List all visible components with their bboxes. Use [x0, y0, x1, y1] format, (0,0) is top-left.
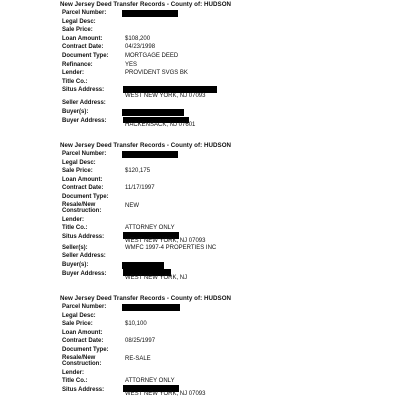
buyer-address-row [60, 270, 360, 282]
title-co-value: ATTORNEY ONLY [125, 225, 175, 232]
redaction-bar [122, 151, 178, 158]
situs-row [60, 386, 360, 398]
doc-type-label: Document Type: [62, 52, 109, 59]
resale-label: Resale/New [62, 201, 96, 208]
title-co-label: Title Co.: [62, 225, 88, 232]
doc-type-row [60, 52, 360, 61]
resale-label: Resale/New [62, 354, 96, 361]
buyers-label: Buyer(s): [62, 108, 89, 115]
legal-label: Legal Desc: [62, 312, 96, 319]
situs-value: WEST NEW YORK, NJ 07093 [125, 92, 206, 99]
loan-amount-value: $108,200 [125, 35, 151, 42]
redaction-bar [122, 10, 178, 17]
doc-type-label: Document Type: [62, 193, 109, 200]
situs-label: Situs Address: [62, 386, 105, 393]
sellers-label: Seller(s): [62, 244, 88, 251]
legal-row [60, 159, 360, 168]
title-co-label: Title Co.: [62, 378, 88, 385]
sale-price-row [60, 320, 360, 329]
doc-type-row [60, 346, 360, 355]
contract-date-value: 04/23/1998 [125, 44, 156, 51]
loan-amount-label: Loan Amount: [62, 35, 103, 42]
doc-type-row [60, 193, 360, 202]
sale-price-row [60, 167, 360, 176]
lender-value: PROVIDENT SVGS BK [125, 70, 188, 77]
sale-price-label: Sale Price: [62, 168, 93, 175]
loan-amount-row [60, 329, 360, 338]
buyer-address-row [60, 117, 360, 129]
situs-row [60, 86, 360, 99]
record-title: New Jersey Deed Transfer Records - County of: HUDSON [60, 1, 232, 8]
situs-label: Situs Address: [62, 233, 105, 240]
contract-date-row [60, 337, 360, 346]
sale-price-value: $10,100 [125, 321, 147, 328]
buyer-address-value: WEST NEW YORK, NJ [125, 274, 188, 281]
parcel-label: Parcel Number: [62, 10, 107, 16]
refinance-row [60, 61, 360, 70]
buyer-address-label: Buyer Address: [62, 117, 107, 124]
resale-row [60, 355, 360, 369]
contract-date-row [60, 184, 360, 193]
lender-row [60, 369, 360, 378]
buyer-address-value: HACKENSACK, NJ 07601 [125, 122, 196, 129]
situs-row [60, 233, 360, 244]
buyers-row [60, 108, 360, 117]
sale-price-label: Sale Price: [62, 27, 93, 34]
lender-label: Lender: [62, 216, 85, 223]
situs-value: WEST NEW YORK, NJ 07093 [125, 237, 206, 244]
loan-amount-label: Loan Amount: [62, 176, 103, 183]
legal-label: Legal Desc: [62, 18, 96, 25]
situs-label: Situs Address: [62, 87, 105, 94]
record-title: New Jersey Deed Transfer Records - County of: HUDSON [60, 295, 232, 302]
parcel-row [60, 303, 360, 312]
redaction-bar [122, 109, 184, 116]
lender-row [60, 216, 360, 225]
legal-label: Legal Desc: [62, 159, 96, 166]
redaction-bar [122, 304, 180, 311]
refinance-label: Refinance: [62, 61, 93, 68]
contract-date-row [60, 43, 360, 52]
buyers-label: Buyer(s): [62, 261, 89, 268]
seller-address-label: Seller Address: [62, 253, 106, 260]
contract-date-label: Contract Date: [62, 44, 104, 51]
sellers-row [60, 244, 360, 253]
loan-amount-row [60, 176, 360, 185]
title-co-row [60, 377, 360, 386]
seller-address-row [60, 252, 360, 261]
lender-row [60, 69, 360, 78]
lender-label: Lender: [62, 369, 85, 376]
parcel-row [60, 150, 360, 159]
contract-date-label: Contract Date: [62, 185, 104, 192]
doc-type-value: MORTGAGE DEED [125, 52, 179, 59]
resale-value: NEW [125, 202, 139, 209]
resale-value: RE-SALE [125, 355, 151, 362]
loan-amount-label: Loan Amount: [62, 329, 103, 336]
contract-date-value: 08/25/1997 [125, 338, 156, 345]
seller-address-label: Seller Address: [62, 100, 106, 107]
sellers-value: WMFC 1997-4 PROPERTIES INC [125, 244, 217, 251]
loan-amount-row [60, 35, 360, 44]
seller-address-row [60, 99, 360, 108]
deed-record-3 [60, 295, 360, 398]
sale-price-label: Sale Price: [62, 321, 93, 328]
construction-label: Construction: [62, 207, 102, 214]
parcel-row [60, 9, 360, 18]
buyers-row [60, 261, 360, 270]
title-co-label: Title Co.: [62, 78, 88, 85]
situs-value: WEST NEW YORK, NJ 07093 [125, 391, 206, 398]
construction-label: Construction: [62, 360, 102, 367]
contract-date-value: 11/17/1997 [125, 185, 155, 192]
sale-price-row [60, 26, 360, 35]
deed-record-2 [60, 142, 360, 282]
contract-date-label: Contract Date: [62, 338, 104, 345]
title-co-row [60, 224, 360, 233]
lender-label: Lender: [62, 70, 85, 77]
refinance-value: YES [125, 61, 138, 68]
sale-price-value: $120,175 [125, 168, 151, 175]
deed-record-1 [60, 1, 360, 129]
legal-row [60, 18, 360, 27]
title-co-value: ATTORNEY ONLY [125, 378, 175, 385]
title-co-row [60, 78, 360, 87]
parcel-label: Parcel Number: [62, 151, 107, 157]
record-title: New Jersey Deed Transfer Records - County of: HUDSON [60, 142, 232, 149]
resale-row [60, 202, 360, 216]
legal-row [60, 312, 360, 321]
parcel-label: Parcel Number: [62, 304, 107, 310]
buyer-address-label: Buyer Address: [62, 270, 107, 277]
doc-type-label: Document Type: [62, 346, 109, 353]
